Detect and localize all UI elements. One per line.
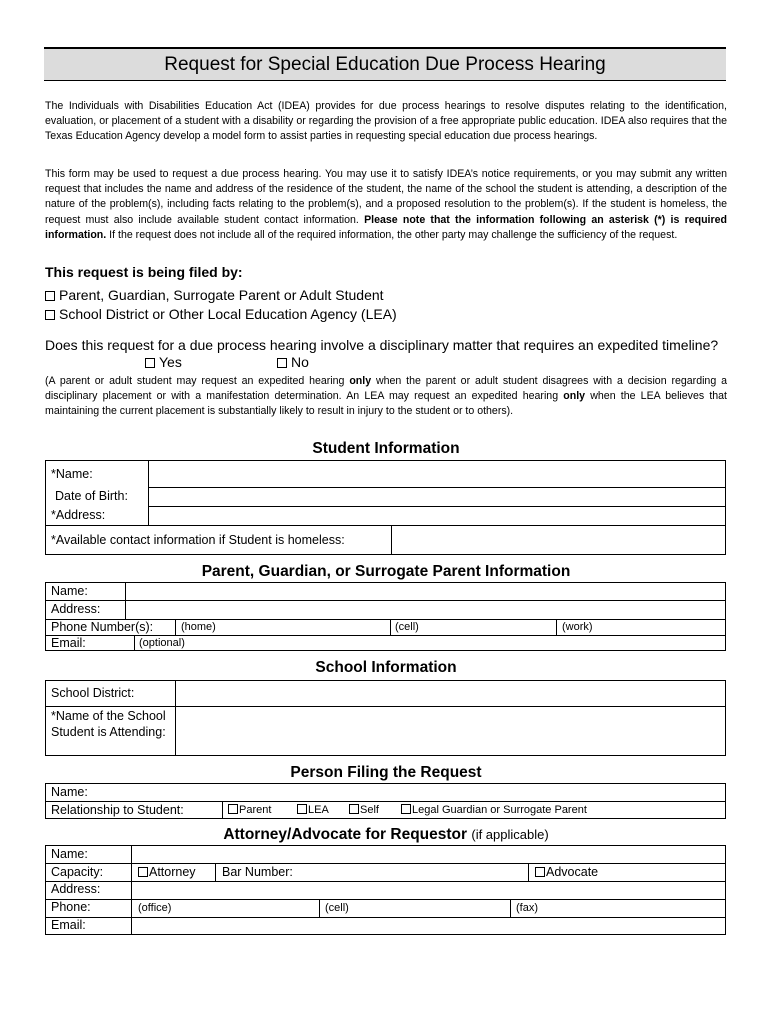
only-emphasis: only (563, 390, 586, 403)
filed-by-option-parent-label: Parent, Guardian, Surrogate Parent or Adult Student (59, 287, 384, 303)
divider (45, 635, 726, 636)
student-address-label: *Address: (51, 508, 106, 522)
only-emphasis: only (349, 375, 372, 387)
checkbox-icon[interactable] (277, 358, 287, 368)
checkbox-icon[interactable] (535, 867, 545, 877)
parent-email-field[interactable]: (optional) (139, 637, 185, 649)
parent-phone-work[interactable]: (work) (562, 621, 593, 633)
parent-address-field[interactable] (126, 601, 725, 619)
divider (45, 801, 726, 802)
attorney-name-label: Name: (51, 847, 88, 861)
capacity-advocate-label: Advocate (546, 865, 599, 879)
checkbox-icon[interactable] (349, 804, 359, 814)
divider (222, 801, 223, 819)
checkbox-icon[interactable] (138, 867, 148, 877)
student-name-label: *Name: (51, 467, 93, 481)
student-dob-label: Date of Birth: (55, 489, 128, 503)
expedited-note-a: (A parent or adult student may request an expedited hearing (45, 375, 345, 387)
divider (134, 635, 135, 651)
attorney-phone-fax[interactable]: (fax) (516, 902, 538, 914)
filer-relationship-label: Relationship to Student: (51, 803, 184, 817)
disciplinary-no[interactable] (277, 354, 309, 370)
school-district-label: School District: (51, 686, 135, 700)
disciplinary-yes[interactable] (145, 354, 182, 370)
attorney-capacity-label: Capacity: (51, 865, 104, 879)
attorney-phone-office[interactable]: (office) (138, 902, 172, 914)
divider (390, 619, 391, 635)
page-title: Request for Special Education Due Process Hearing (44, 47, 726, 81)
divider (528, 863, 529, 881)
parent-section-heading: Parent, Guardian, or Surrogate Parent Information (201, 563, 571, 580)
attorney-address-label: Address: (51, 882, 101, 896)
parent-phone-cell[interactable]: (cell) (395, 621, 419, 633)
relationship-guardian-label: Legal Guardian or Surrogate Parent (412, 804, 587, 816)
filer-section-heading: Person Filing the Request (290, 764, 482, 781)
school-name-field[interactable] (176, 707, 725, 755)
capacity-attorney-label: Attorney (149, 865, 196, 879)
attorney-phone-cell[interactable]: (cell) (325, 902, 349, 914)
school-district-field[interactable] (176, 681, 725, 706)
attorney-name-field[interactable] (132, 846, 725, 863)
attorney-address-field[interactable] (132, 882, 725, 899)
divider (175, 619, 176, 635)
expedited-note (45, 374, 727, 420)
relationship-self-label: Self (360, 804, 379, 816)
relationship-self[interactable] (349, 804, 379, 816)
filer-name-label: Name: (51, 785, 88, 799)
relationship-lea-label: LEA (308, 804, 329, 816)
parent-email-label: Email: (51, 636, 86, 650)
school-section-heading: School Information (315, 659, 457, 676)
student-section-heading: Student Information (312, 440, 460, 457)
filed-by-heading: This request is being filed by: (45, 264, 243, 280)
capacity-advocate[interactable] (535, 865, 598, 879)
divider (215, 863, 216, 881)
relationship-parent[interactable] (228, 804, 271, 816)
parent-name-field[interactable] (126, 583, 725, 600)
checkbox-icon[interactable] (297, 804, 307, 814)
checkbox-icon[interactable] (228, 804, 238, 814)
attorney-bar-label: Bar Number: (222, 865, 293, 879)
checkbox-icon[interactable] (145, 358, 155, 368)
attorney-heading-text: Attorney/Advocate for Requestor (223, 826, 468, 843)
intro-paragraph-1: The Individuals with Disabilities Education Act (IDEA) provides for due process hearings to resolve disputes relating to the identification, evaluation, or placement of a student with a disability or regarding the provision of a free appropriate public education. IDEA also requires that the Texas Education Agency develop a model form to assist parties in requesting special education due process hearings. (45, 100, 727, 143)
parent-name-label: Name: (51, 584, 88, 598)
checkbox-icon[interactable] (45, 310, 55, 320)
student-name-field[interactable] (149, 461, 725, 487)
disciplinary-yes-label: Yes (159, 354, 182, 370)
capacity-attorney[interactable] (138, 865, 196, 879)
filed-by-option-lea[interactable] (45, 306, 397, 322)
checkbox-icon[interactable] (401, 804, 411, 814)
attorney-heading-note: (if applicable) (471, 827, 549, 842)
disciplinary-question: Does this request for a due process hearing involve a disciplinary matter that requires an expedited timeline? (45, 337, 719, 353)
intro-p2-text: This form may be used to request a due process hearing. You may use it to satisfy IDEA’s notice requirements, or you may submit any written request that includes the name and address of the residence of the student, the name of the school the student is attending, a description of the nature of the problem(s), including facts relating to the problem(s), and a proposed resolution to the problem(s). If the student is homeless, the request must also include available student contact information. (45, 168, 727, 226)
attorney-section-heading (45, 826, 727, 844)
disciplinary-no-label: No (291, 354, 309, 370)
expedited-note-c: when the LEA believes that maintaining the current placement is substantially likely to result in injury to the student or to others). (45, 390, 728, 418)
relationship-guardian[interactable] (401, 804, 587, 816)
student-dob-field[interactable] (149, 488, 725, 506)
expedited-note-b: when the parent or adult student disagrees with a decision regarding a disciplinary placement or with a manifestation determination. An LEA may request an expedited hearing (45, 375, 727, 403)
student-address-field[interactable] (149, 507, 725, 525)
school-name-label: *Name of the School Student is Attending: (51, 709, 166, 739)
filer-name-field[interactable] (100, 784, 725, 801)
relationship-lea[interactable] (297, 804, 329, 816)
intro-paragraph-2 (45, 167, 727, 243)
intro-p2-end: If the request does not include all of the required information, the other party may challenge the sufficiency of the request. (109, 228, 678, 241)
parent-phone-label: Phone Number(s): (51, 620, 154, 634)
divider (556, 619, 557, 635)
divider (45, 863, 726, 864)
relationship-parent-label: Parent (239, 804, 272, 816)
divider (45, 899, 726, 900)
divider (510, 899, 511, 917)
checkbox-icon[interactable] (45, 291, 55, 301)
parent-address-label: Address: (51, 602, 101, 616)
attorney-email-label: Email: (51, 918, 86, 932)
required-note: Please note that the information following an asterisk (*) is required information. (45, 213, 727, 241)
student-homeless-field[interactable] (392, 526, 725, 554)
attorney-email-field[interactable] (132, 918, 725, 934)
filed-by-option-lea-label: School District or Other Local Education Agency (LEA) (59, 306, 397, 322)
filed-by-option-parent[interactable] (45, 287, 384, 303)
divider (319, 899, 320, 917)
parent-phone-home[interactable]: (home) (181, 621, 216, 633)
student-homeless-label: *Available contact information if Student is homeless: (51, 533, 345, 547)
attorney-phone-label: Phone: (51, 900, 91, 914)
